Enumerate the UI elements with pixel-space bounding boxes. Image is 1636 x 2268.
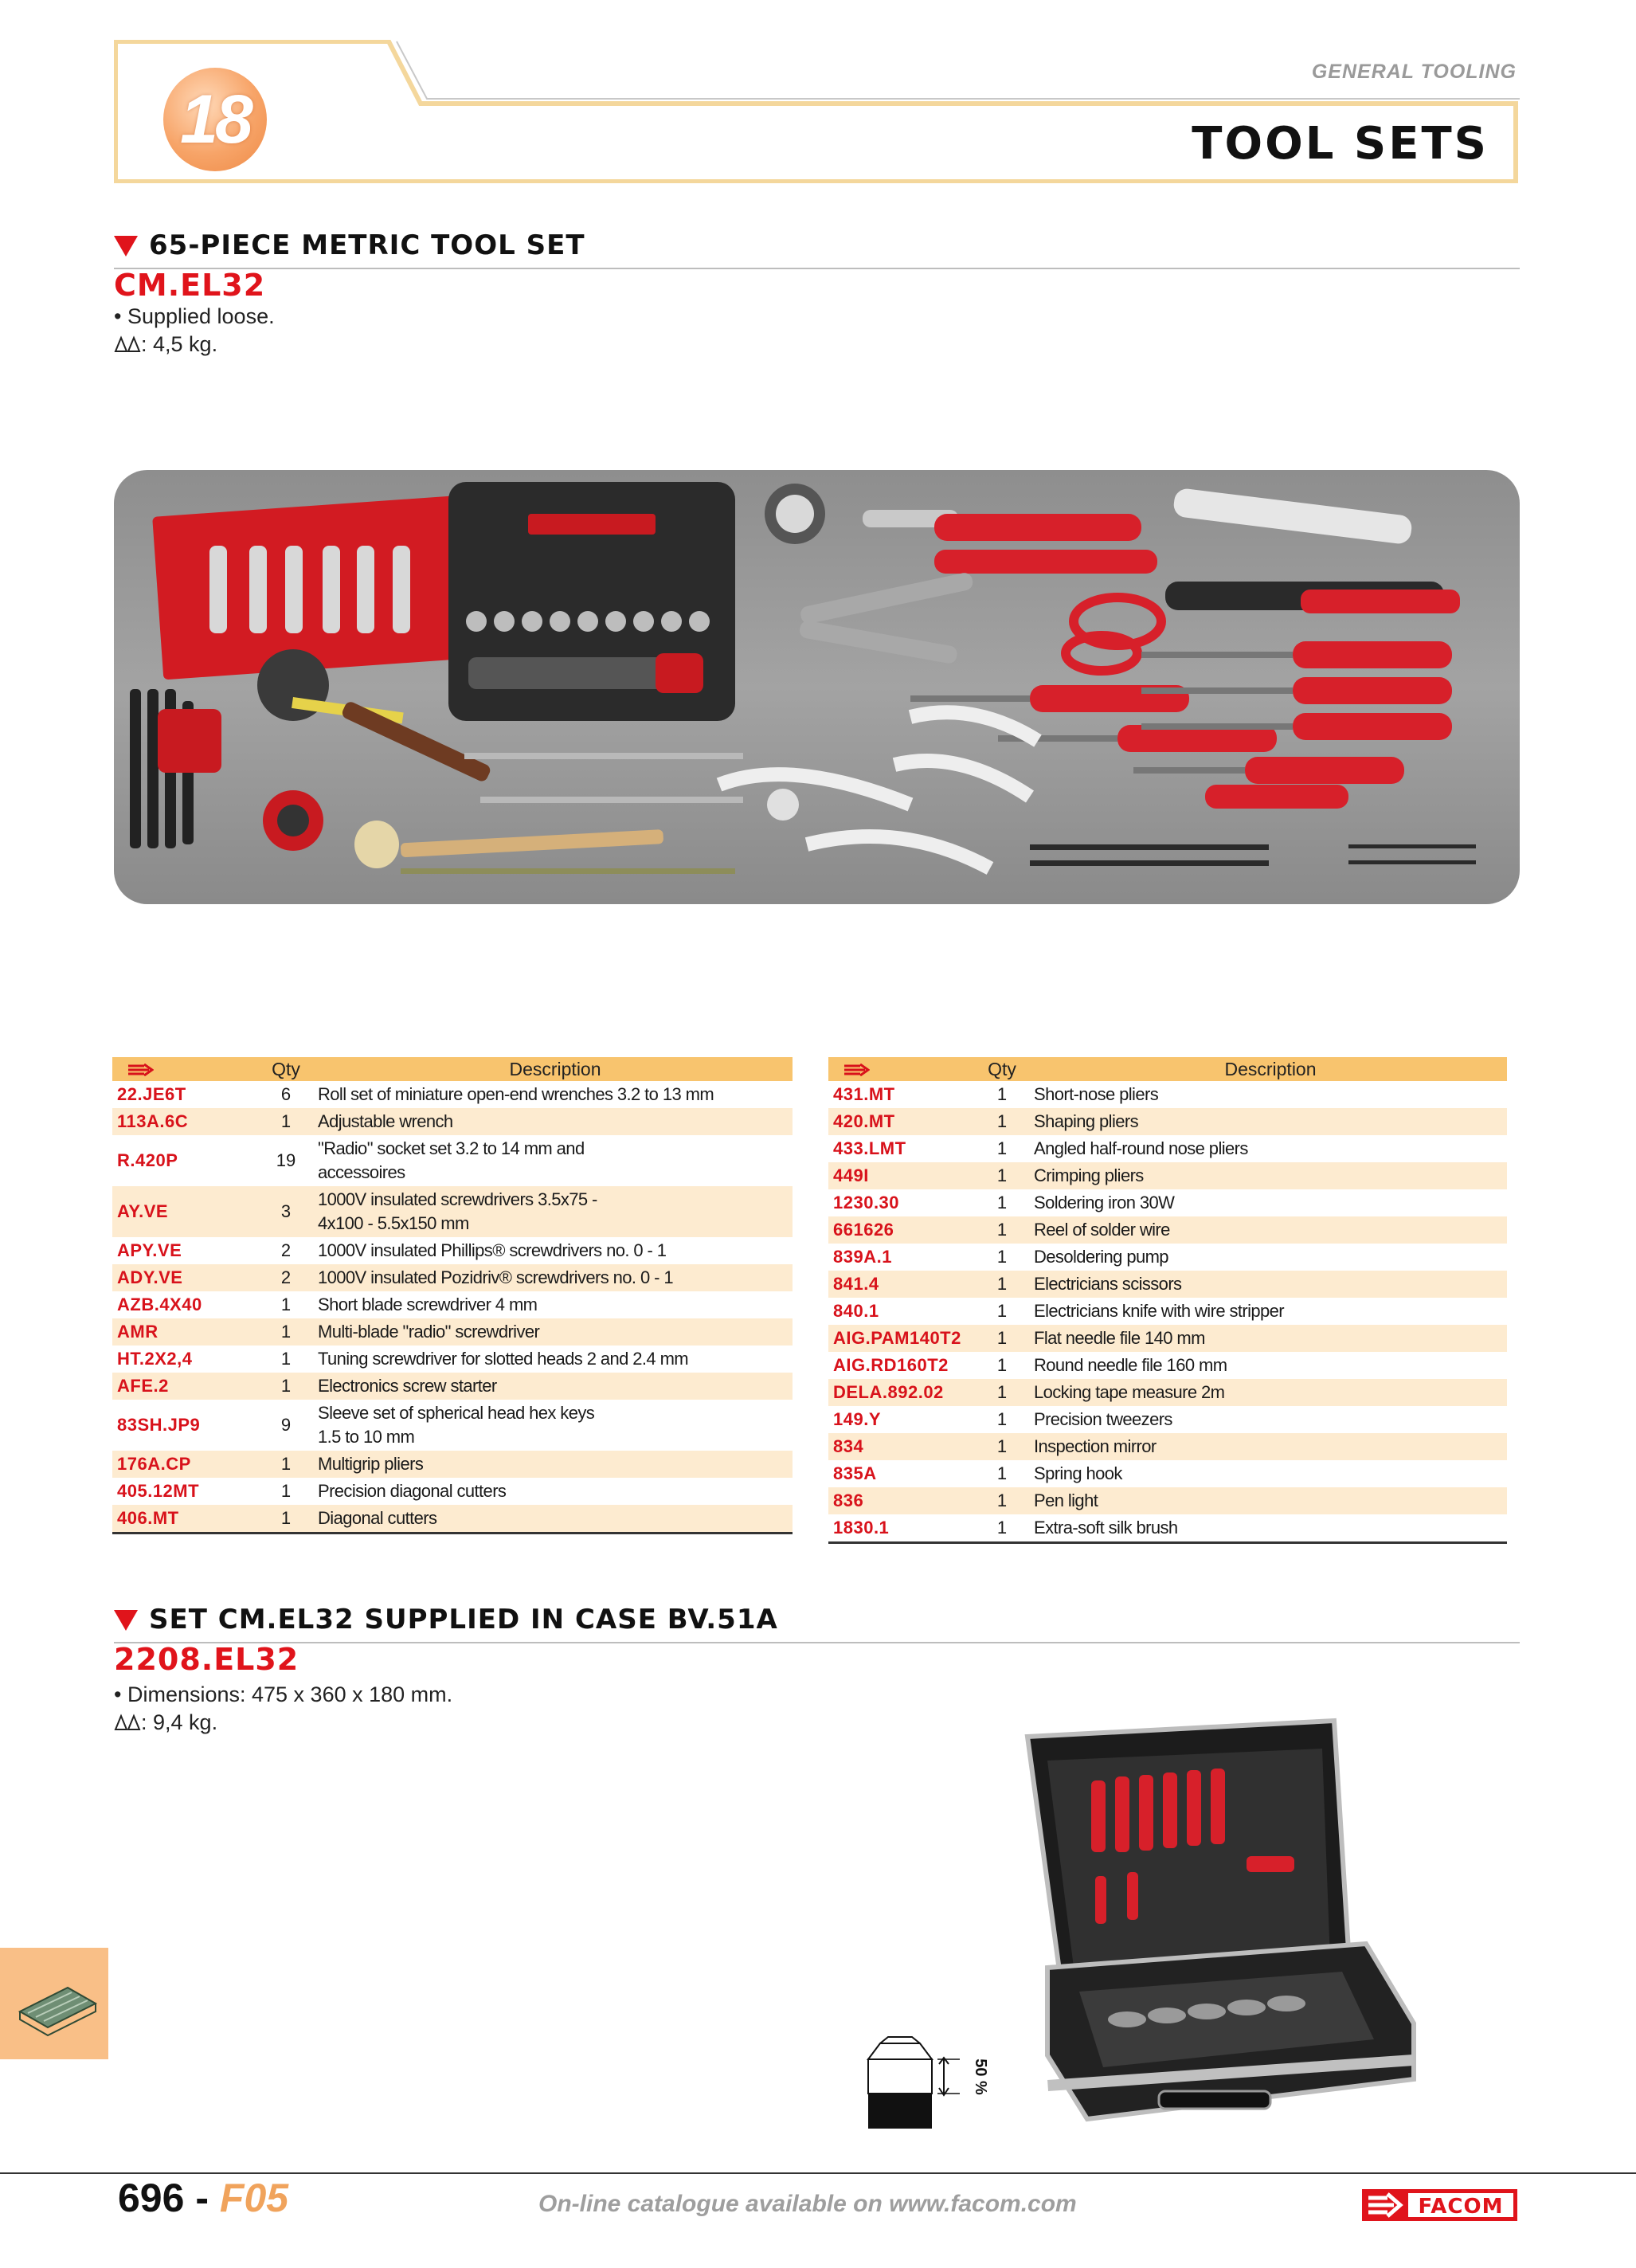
facom-logo-text: FACOM bbox=[1418, 2195, 1504, 2219]
description-line: 1000V insulated screwdrivers 3.5x75 - bbox=[318, 1189, 597, 1209]
description-line: Precision tweezers bbox=[1034, 1409, 1172, 1429]
ref-cell: 113A.6C bbox=[112, 1108, 254, 1135]
description-line: 1000V insulated Phillips® screwdrivers no. 0 - 1 bbox=[318, 1240, 667, 1260]
description-line: 1.5 to 10 mm bbox=[318, 1427, 415, 1447]
table-header-row bbox=[828, 1057, 1507, 1081]
page-number-separator: - bbox=[195, 2176, 209, 2220]
qty-cell: 1 bbox=[996, 1138, 1008, 1158]
description-line: Short blade screwdriver 4 mm bbox=[318, 1295, 538, 1314]
qty-column-header: Qty bbox=[970, 1057, 1034, 1081]
ref-cell: ADY.VE bbox=[112, 1264, 254, 1291]
ref-cell: 22.JE6T bbox=[117, 1084, 186, 1104]
qty-cell: 1 bbox=[280, 1295, 292, 1314]
description-line: Multigrip pliers bbox=[318, 1454, 424, 1474]
qty-column-header: Qty bbox=[254, 1057, 318, 1081]
table-row bbox=[828, 1108, 1507, 1135]
ref-cell: AIG.PAM140T2 bbox=[828, 1325, 970, 1352]
description-cell bbox=[318, 1478, 793, 1505]
qty-cell: 1 bbox=[970, 1271, 1034, 1298]
description-line: Tuning screwdriver for slotted heads 2 and 2.4 mm bbox=[318, 1349, 689, 1369]
qty-cell: 2 bbox=[254, 1264, 318, 1291]
ref-cell: AMR bbox=[112, 1318, 254, 1346]
description-line: Diagonal cutters bbox=[318, 1508, 437, 1528]
qty-cell: 1 bbox=[970, 1487, 1034, 1514]
description-column-header: Description bbox=[1034, 1057, 1507, 1081]
weight-value: 4,5 kg. bbox=[153, 332, 218, 356]
description-cell bbox=[1034, 1406, 1507, 1433]
table-row bbox=[112, 1400, 793, 1451]
description-cell bbox=[1034, 1271, 1507, 1298]
table-row bbox=[828, 1460, 1507, 1487]
ref-cell: AY.VE bbox=[112, 1186, 254, 1237]
description-line: 1000V insulated Pozidriv® screwdrivers no. 0 - 1 bbox=[318, 1267, 673, 1287]
ref-cell: 405.12MT bbox=[117, 1481, 200, 1501]
description-cell bbox=[1034, 1460, 1507, 1487]
table-row bbox=[112, 1373, 793, 1400]
table-row bbox=[112, 1346, 793, 1373]
qty-cell: 1 bbox=[996, 1355, 1008, 1375]
ref-cell: 83SH.JP9 bbox=[117, 1415, 201, 1435]
ref-cell: 449I bbox=[828, 1162, 970, 1189]
description-cell bbox=[1034, 1135, 1507, 1162]
description-line: accessoires bbox=[318, 1162, 405, 1182]
qty-cell: 1 bbox=[970, 1433, 1034, 1460]
qty-cell: 1 bbox=[254, 1108, 318, 1135]
qty-cell: 1 bbox=[254, 1505, 318, 1534]
description-cell bbox=[1034, 1298, 1507, 1325]
description-cell bbox=[318, 1346, 793, 1373]
section-heading-text: SET CM.EL32 SUPPLIED IN CASE BV.51A bbox=[149, 1604, 778, 1635]
ref-cell: 420.MT bbox=[828, 1108, 970, 1135]
table-row bbox=[828, 1135, 1507, 1162]
description-cell bbox=[1034, 1081, 1507, 1108]
table-row bbox=[112, 1505, 793, 1534]
table-row bbox=[828, 1406, 1507, 1433]
description-line: Adjustable wrench bbox=[318, 1111, 453, 1131]
qty-cell: 1 bbox=[970, 1108, 1034, 1135]
description-cell bbox=[318, 1108, 793, 1135]
section-heading-text: 65-PIECE METRIC TOOL SET bbox=[149, 229, 585, 261]
arrow-ref-icon bbox=[843, 1063, 870, 1076]
ref-column-header bbox=[828, 1057, 970, 1081]
qty-cell: 1 bbox=[996, 1301, 1008, 1321]
table-header-row bbox=[112, 1057, 793, 1081]
triangle-marker-icon bbox=[114, 1610, 138, 1631]
tool-set-photo bbox=[114, 470, 1520, 904]
description-line: Multi-blade "radio" screwdriver bbox=[318, 1322, 540, 1342]
description-line: Short-nose pliers bbox=[1034, 1084, 1159, 1104]
product-ref: CM.EL32 bbox=[114, 268, 266, 303]
description-line: Locking tape measure 2m bbox=[1034, 1382, 1225, 1402]
qty-cell: 1 bbox=[970, 1514, 1034, 1543]
ref-cell: 149.Y bbox=[833, 1409, 881, 1429]
description-line: Inspection mirror bbox=[1034, 1436, 1157, 1456]
qty-cell: 1 bbox=[970, 1379, 1034, 1406]
weight-value: 9,4 kg. bbox=[153, 1710, 218, 1734]
qty-cell: 2 bbox=[280, 1240, 292, 1260]
ref-cell: 661626 bbox=[828, 1216, 970, 1244]
table-row bbox=[828, 1162, 1507, 1189]
description-line: Angled half-round nose pliers bbox=[1034, 1138, 1248, 1158]
ref-cell: 835A bbox=[833, 1463, 877, 1483]
ref-cell: 433.LMT bbox=[833, 1138, 906, 1158]
product-ref: 2208.EL32 bbox=[114, 1642, 299, 1677]
box-icon bbox=[864, 2035, 1008, 2131]
description-cell bbox=[1034, 1162, 1507, 1189]
table-row bbox=[112, 1081, 793, 1108]
description-cell bbox=[318, 1264, 793, 1291]
side-tab-icon bbox=[0, 1948, 108, 2059]
note-weight: : 9,4 kg. bbox=[114, 1709, 217, 1737]
ref-cell: AIG.RD160T2 bbox=[833, 1355, 949, 1375]
description-line: Reel of solder wire bbox=[1034, 1220, 1170, 1240]
section-heading-tool-set bbox=[114, 229, 1520, 269]
footer-rule bbox=[0, 2172, 1636, 2174]
qty-cell: 3 bbox=[254, 1186, 318, 1237]
description-line: Sleeve set of spherical head hex keys bbox=[318, 1403, 595, 1423]
qty-cell: 1 bbox=[970, 1325, 1034, 1352]
description-cell bbox=[318, 1186, 793, 1237]
description-line: Flat needle file 140 mm bbox=[1034, 1328, 1205, 1348]
table-row bbox=[828, 1487, 1507, 1514]
table-row bbox=[828, 1189, 1507, 1216]
ref-cell: 176A.CP bbox=[112, 1451, 254, 1478]
table-row bbox=[828, 1271, 1507, 1298]
description-line: Round needle file 160 mm bbox=[1034, 1355, 1227, 1375]
qty-cell: 1 bbox=[996, 1247, 1008, 1267]
description-cell bbox=[1034, 1487, 1507, 1514]
qty-cell: 19 bbox=[276, 1150, 296, 1170]
ref-cell: 834 bbox=[828, 1433, 970, 1460]
table-row bbox=[828, 1081, 1507, 1108]
description-cell bbox=[1034, 1325, 1507, 1352]
description-cell bbox=[1034, 1189, 1507, 1216]
qty-cell: 9 bbox=[280, 1415, 292, 1435]
description-line: 4x100 - 5.5x150 mm bbox=[318, 1213, 469, 1233]
description-cell bbox=[1034, 1352, 1507, 1379]
table-row bbox=[828, 1325, 1507, 1352]
description-line: "Radio" socket set 3.2 to 14 mm and bbox=[318, 1138, 585, 1158]
qty-cell: 1 bbox=[280, 1481, 292, 1501]
online-catalogue-note: On-line catalogue available on www.facom.com bbox=[538, 2191, 1077, 2217]
ref-cell: AFE.2 bbox=[112, 1373, 254, 1400]
ref-cell: APY.VE bbox=[117, 1240, 182, 1260]
tool-case-photo bbox=[1016, 1705, 1422, 2143]
description-cell bbox=[1034, 1433, 1507, 1460]
section-heading-case bbox=[114, 1604, 1520, 1643]
note-dimensions: • Dimensions: 475 x 360 x 180 mm. bbox=[114, 1682, 453, 1706]
ref-cell: 406.MT bbox=[112, 1505, 254, 1534]
ref-cell: 840.1 bbox=[833, 1301, 879, 1321]
description-line: Shaping pliers bbox=[1034, 1111, 1139, 1131]
ref-cell: 1230.30 bbox=[833, 1193, 900, 1212]
description-line: Pen light bbox=[1034, 1490, 1098, 1510]
table-row bbox=[828, 1352, 1507, 1379]
qty-cell: 1 bbox=[996, 1409, 1008, 1429]
qty-cell: 1 bbox=[254, 1373, 318, 1400]
chapter-badge bbox=[163, 68, 267, 171]
description-cell bbox=[318, 1505, 793, 1534]
qty-cell: 1 bbox=[970, 1216, 1034, 1244]
table-row bbox=[112, 1291, 793, 1318]
parts-table-left bbox=[112, 1057, 793, 1534]
ref-cell: 836 bbox=[828, 1487, 970, 1514]
ref-column-header bbox=[112, 1057, 254, 1081]
table-row bbox=[112, 1237, 793, 1264]
description-cell bbox=[318, 1318, 793, 1346]
table-row bbox=[828, 1216, 1507, 1244]
category-label: GENERAL TOOLING bbox=[1311, 61, 1517, 83]
description-cell bbox=[318, 1135, 793, 1186]
page-title: TOOL SETS bbox=[1192, 118, 1489, 170]
ref-cell: 1830.1 bbox=[828, 1514, 970, 1543]
chapter-code: F05 bbox=[219, 2176, 289, 2220]
note-weight: : 4,5 kg. bbox=[114, 331, 217, 358]
description-cell bbox=[1034, 1216, 1507, 1244]
description-line: Soldering iron 30W bbox=[1034, 1193, 1175, 1212]
ref-cell: 839A.1 bbox=[833, 1247, 892, 1267]
description-line: Electricians knife with wire stripper bbox=[1034, 1301, 1285, 1321]
qty-cell: 1 bbox=[996, 1463, 1008, 1483]
description-cell bbox=[318, 1400, 793, 1451]
weight-icon bbox=[114, 1714, 141, 1731]
description-cell bbox=[1034, 1244, 1507, 1271]
qty-cell: 1 bbox=[970, 1162, 1034, 1189]
description-line: Desoldering pump bbox=[1034, 1247, 1168, 1267]
description-line: Electronics screw starter bbox=[318, 1376, 497, 1396]
qty-cell: 1 bbox=[996, 1084, 1008, 1104]
table-row bbox=[112, 1108, 793, 1135]
ref-cell: 431.MT bbox=[833, 1084, 895, 1104]
description-column-header: Description bbox=[318, 1057, 793, 1081]
table-row bbox=[828, 1244, 1507, 1271]
ref-cell: R.420P bbox=[117, 1150, 178, 1170]
description-line: Precision diagonal cutters bbox=[318, 1481, 507, 1501]
description-cell bbox=[318, 1291, 793, 1318]
ref-cell: AZB.4X40 bbox=[117, 1295, 202, 1314]
page-number-value: 696 bbox=[118, 2176, 185, 2220]
description-line: Extra-soft silk brush bbox=[1034, 1518, 1178, 1537]
description-cell bbox=[318, 1373, 793, 1400]
description-line: Electricians scissors bbox=[1034, 1274, 1182, 1294]
description-line: Spring hook bbox=[1034, 1463, 1122, 1483]
description-cell bbox=[1034, 1379, 1507, 1406]
ref-cell: HT.2X2,4 bbox=[117, 1349, 193, 1369]
chapter-side-tab bbox=[0, 1948, 108, 2059]
facom-logo bbox=[1362, 2189, 1517, 2221]
parts-table-right bbox=[828, 1057, 1507, 1544]
qty-cell: 1 bbox=[996, 1193, 1008, 1212]
note-supplied: • Supplied loose. bbox=[114, 304, 275, 328]
description-cell bbox=[318, 1237, 793, 1264]
qty-cell: 1 bbox=[254, 1451, 318, 1478]
description-cell bbox=[1034, 1108, 1507, 1135]
table-row bbox=[828, 1298, 1507, 1325]
page-number bbox=[118, 2175, 288, 2221]
table-row bbox=[828, 1433, 1507, 1460]
table-row bbox=[112, 1186, 793, 1237]
tool-set-illustration bbox=[114, 470, 1520, 904]
table-row bbox=[112, 1264, 793, 1291]
triangle-marker-icon bbox=[114, 236, 138, 257]
description-cell bbox=[318, 1451, 793, 1478]
table-row bbox=[112, 1451, 793, 1478]
description-line: Roll set of miniature open-end wrenches 3.2 to 13 mm bbox=[318, 1084, 714, 1104]
description-cell bbox=[318, 1081, 793, 1108]
table-row bbox=[112, 1318, 793, 1346]
chapter-number: 18 bbox=[180, 80, 250, 158]
description-line: Crimping pliers bbox=[1034, 1165, 1144, 1185]
arrow-ref-icon bbox=[127, 1063, 154, 1076]
table-row bbox=[112, 1478, 793, 1505]
ref-cell: DELA.892.02 bbox=[828, 1379, 970, 1406]
qty-cell: 1 bbox=[280, 1349, 292, 1369]
table-row bbox=[828, 1379, 1507, 1406]
ref-cell: 841.4 bbox=[828, 1271, 970, 1298]
qty-cell: 6 bbox=[280, 1084, 292, 1104]
description-cell bbox=[1034, 1514, 1507, 1543]
qty-cell: 1 bbox=[254, 1318, 318, 1346]
weight-icon bbox=[114, 335, 141, 353]
table-row bbox=[828, 1514, 1507, 1543]
table-row bbox=[112, 1135, 793, 1186]
box-percent-label: 50 % bbox=[972, 2058, 989, 2095]
